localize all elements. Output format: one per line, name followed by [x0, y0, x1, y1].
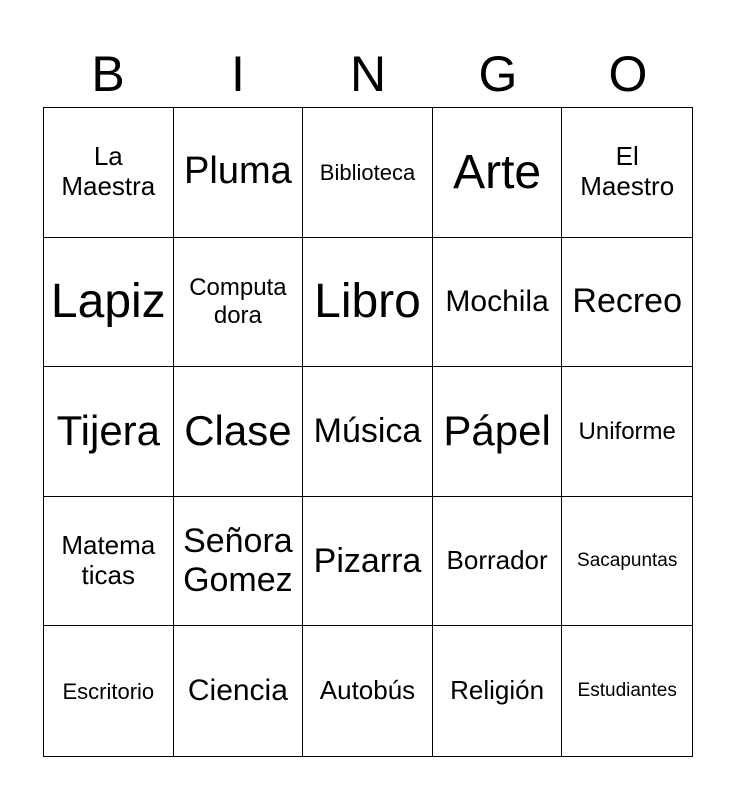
header-letter-g: G: [478, 46, 518, 102]
bingo-cell[interactable]: [433, 367, 563, 497]
cell-label: Arte: [453, 145, 542, 199]
cell-label: Música: [313, 411, 422, 450]
bingo-cell[interactable]: [174, 367, 304, 497]
cell-label: Señora Gomez: [183, 522, 293, 600]
cell-label: Lapiz: [50, 275, 166, 329]
bingo-cell[interactable]: [433, 497, 563, 627]
bingo-cell[interactable]: [562, 367, 692, 497]
cell-label: Pluma: [184, 150, 292, 193]
cell-label: Libro: [314, 275, 421, 329]
bingo-cell[interactable]: [44, 626, 174, 756]
bingo-board: [43, 107, 693, 757]
cell-label: Biblioteca: [319, 159, 416, 185]
bingo-cell[interactable]: [303, 497, 433, 627]
header-letter-n: N: [349, 46, 387, 102]
bingo-cell[interactable]: [44, 367, 174, 497]
bingo-cell[interactable]: [174, 626, 304, 756]
cell-label: Escritorio: [62, 678, 155, 704]
cell-label: Sacapuntas: [577, 550, 678, 572]
bingo-cell[interactable]: [174, 238, 304, 368]
bingo-cell[interactable]: [562, 108, 692, 238]
cell-label: Estudiantes: [577, 680, 677, 702]
cell-label: Tijera: [56, 407, 161, 455]
cell-label: Mochila: [445, 284, 549, 318]
cell-label: Recreo: [572, 282, 682, 321]
bingo-cell[interactable]: [174, 497, 304, 627]
bingo-cell[interactable]: [433, 626, 563, 756]
bingo-cell[interactable]: [303, 626, 433, 756]
bingo-cell[interactable]: [44, 497, 174, 627]
bingo-cell[interactable]: [562, 238, 692, 368]
bingo-cell[interactable]: [433, 238, 563, 368]
bingo-cell[interactable]: [174, 108, 304, 238]
bingo-cell[interactable]: [303, 108, 433, 238]
bingo-cell[interactable]: [44, 108, 174, 238]
cell-label: Religión: [450, 675, 545, 706]
bingo-cell[interactable]: [562, 497, 692, 627]
bingo-header: [43, 42, 693, 106]
cell-label: Ciencia: [187, 673, 288, 707]
cell-label: Pápel: [443, 407, 551, 455]
cell-label: Pizarra: [313, 541, 422, 580]
bingo-cell[interactable]: [303, 367, 433, 497]
bingo-cell[interactable]: [44, 238, 174, 368]
bingo-cell[interactable]: [433, 108, 563, 238]
cell-label: Autobús: [319, 675, 416, 706]
header-letter-i: I: [231, 46, 245, 102]
cell-label: El Maestro: [580, 141, 675, 202]
cell-label: Clase: [184, 407, 292, 455]
header-letter-b: B: [91, 46, 125, 102]
cell-label: La Maestra: [61, 141, 156, 202]
bingo-cell[interactable]: [562, 626, 692, 756]
cell-label: Borrador: [446, 545, 548, 576]
cell-label: Matema ticas: [61, 530, 156, 591]
cell-label: Uniforme: [578, 417, 676, 445]
cell-label: Computa dora: [189, 274, 287, 329]
bingo-cell[interactable]: [303, 238, 433, 368]
header-letter-o: O: [608, 46, 648, 102]
